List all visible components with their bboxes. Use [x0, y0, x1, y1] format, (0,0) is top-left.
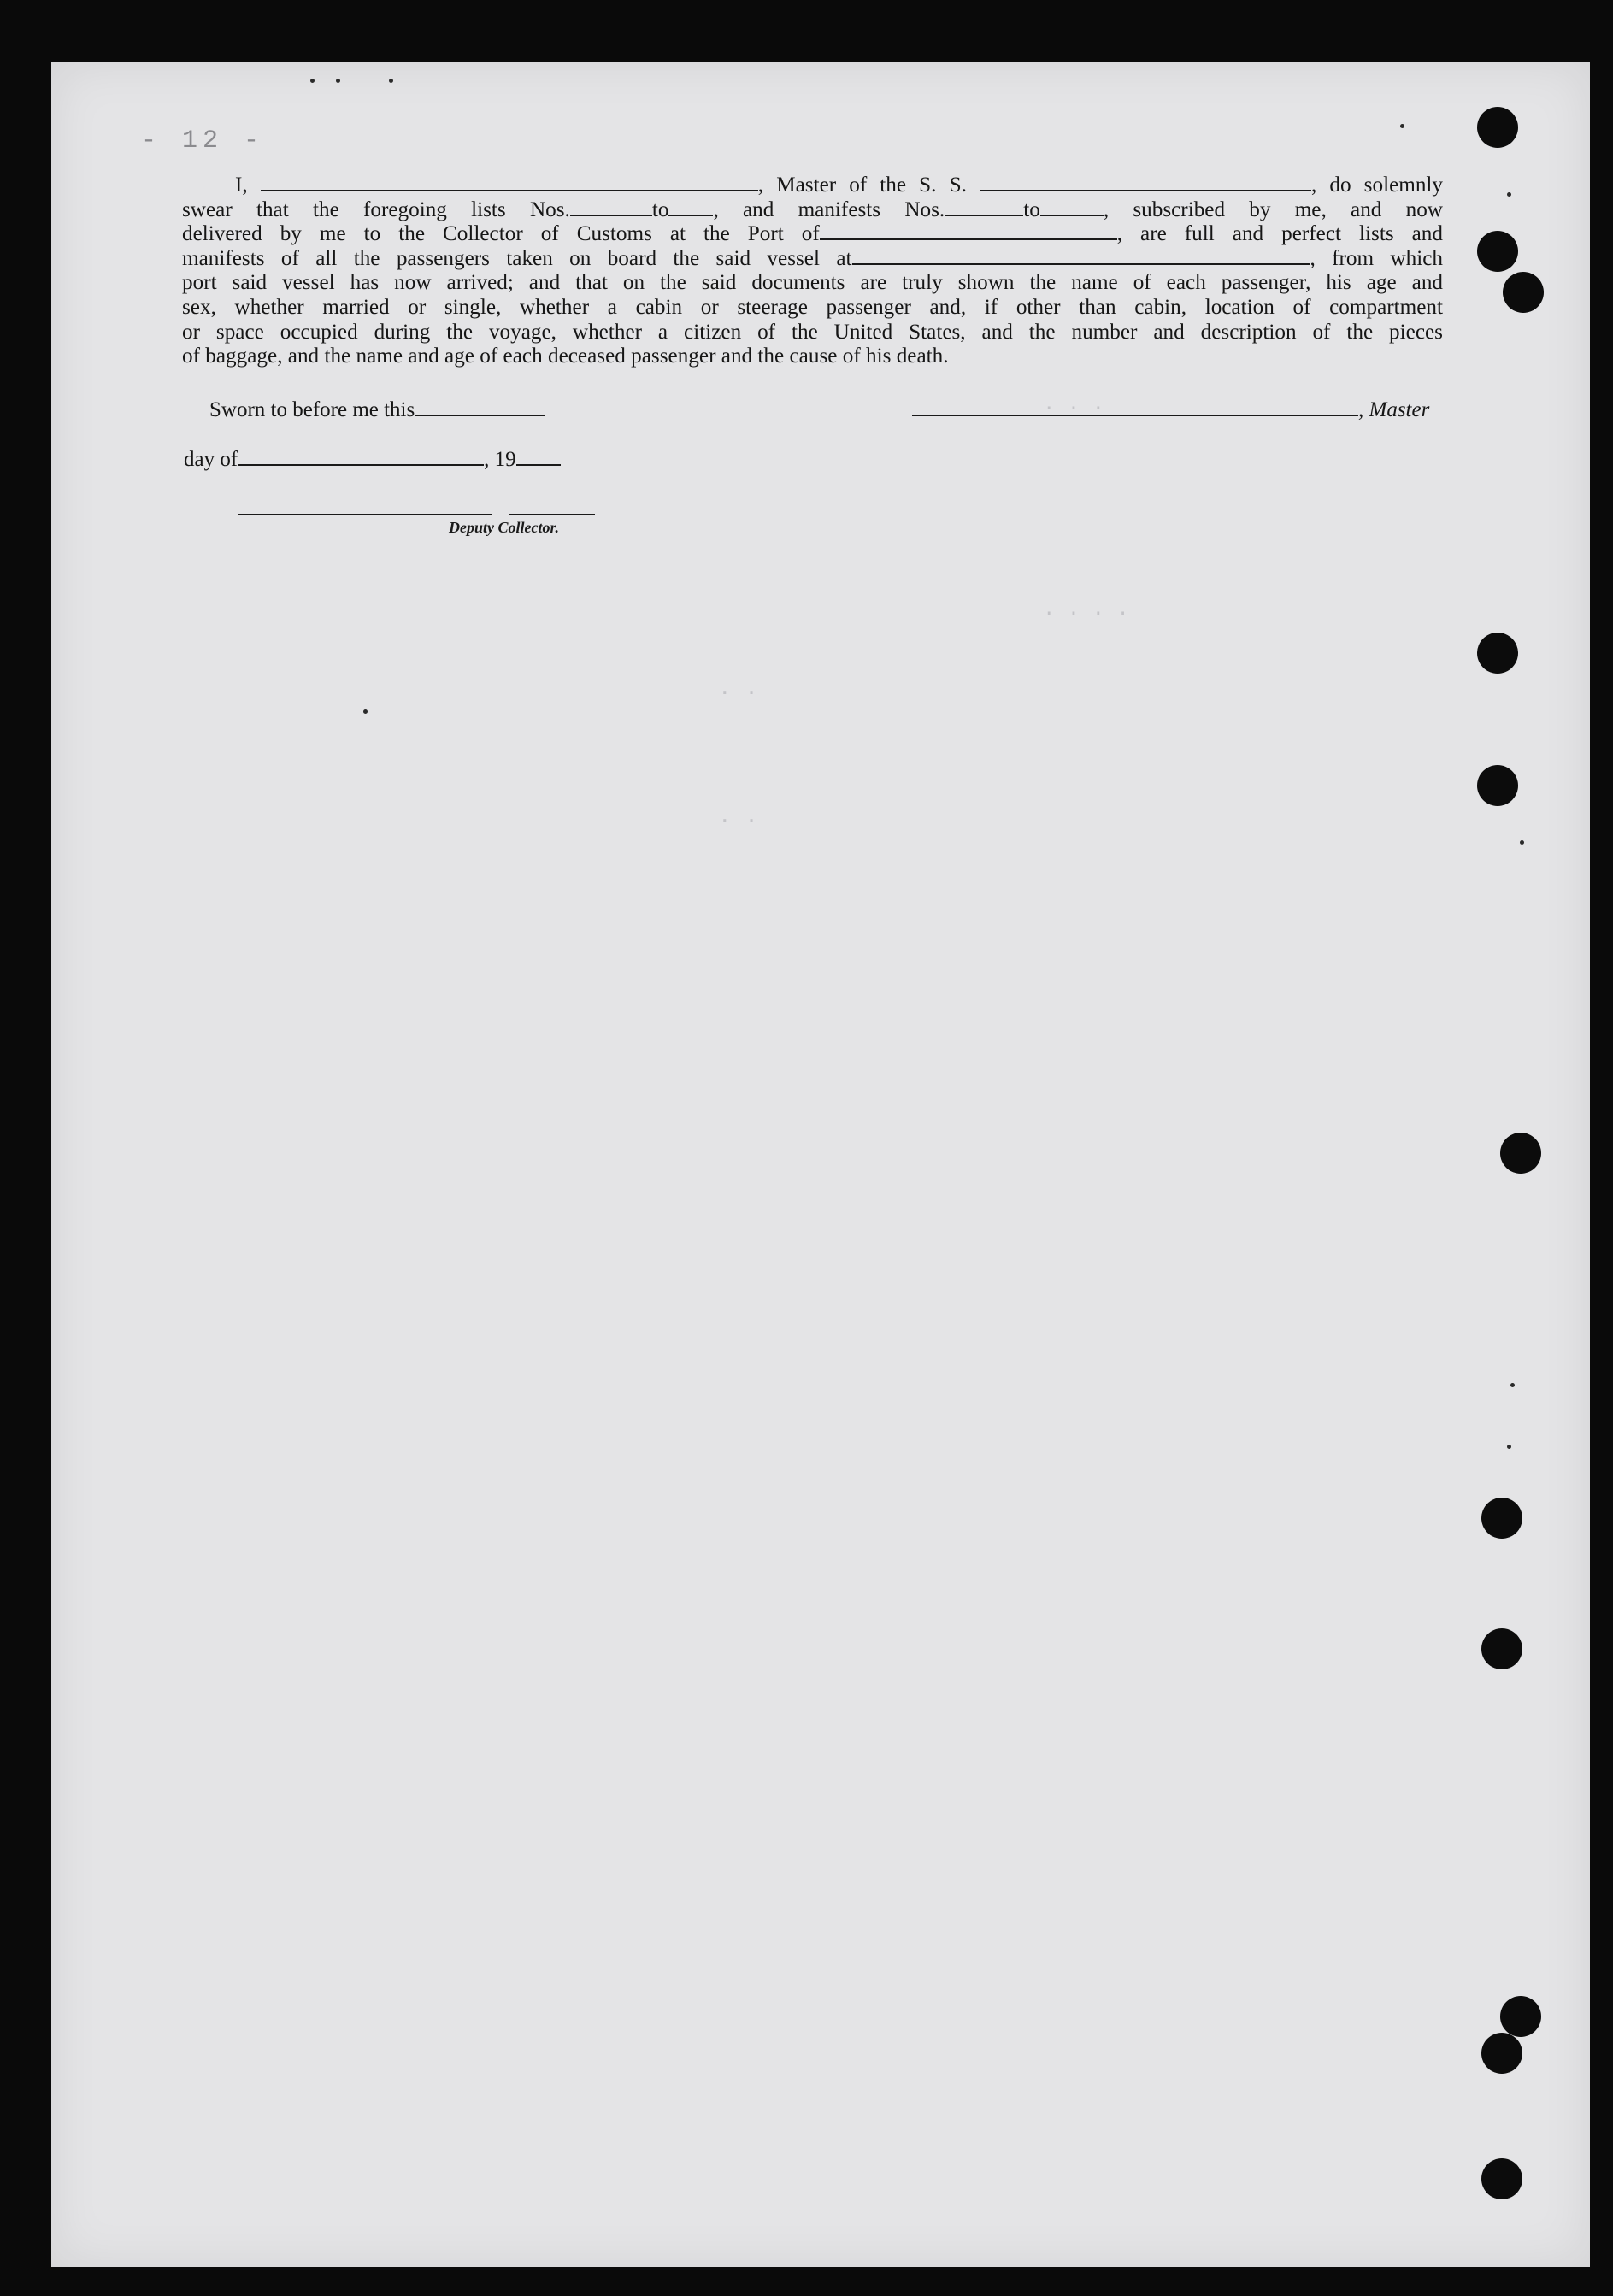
oath-text: , Master of the S. S.: [757, 174, 967, 197]
speck: [1510, 1383, 1515, 1387]
day-of-label: day of: [184, 448, 238, 471]
speck: [336, 79, 340, 83]
master-name-blank: [261, 174, 758, 191]
speck: [1520, 840, 1524, 845]
sworn-line: [209, 398, 545, 422]
sworn-label: Sworn to before me this: [209, 398, 415, 421]
deputy-signature-line: [238, 497, 595, 521]
page-number-mark: - 12 -: [141, 127, 265, 156]
master-label: , Master: [1358, 398, 1430, 421]
punch-hole: [1477, 107, 1518, 148]
embarkation-port-blank: [852, 248, 1310, 265]
punch-hole: [1481, 1628, 1522, 1669]
oath-text: swear that the foregoing lists Nos.: [182, 197, 570, 221]
oath-line-5: port said vessel has now arrived; and that on the said documents are truly shown the name of each passenger, his age and: [182, 271, 1443, 295]
bleed-through-text: . . . .: [1043, 598, 1129, 621]
master-signature-blank: [912, 399, 1358, 416]
punch-hole: [1503, 272, 1544, 313]
punch-hole: [1500, 1133, 1541, 1174]
master-signature-line: [912, 398, 1429, 422]
sworn-date-blank: [415, 399, 545, 416]
oath-text: , subscribed by me, and now: [1103, 197, 1443, 221]
oath-line-2: [182, 198, 1443, 223]
year-label: , 19: [484, 448, 516, 471]
bleed-through-text: . . .: [1043, 393, 1105, 416]
ship-name-blank: [980, 174, 1311, 191]
oath-text: , and manifests Nos.: [713, 197, 945, 221]
bleed-through-text: . .: [718, 804, 758, 829]
deputy-signature-blank: [509, 498, 595, 515]
oath-text: delivered by me to the Collector of Customs at the Port of: [182, 222, 820, 246]
punch-hole: [1481, 2158, 1522, 2199]
oath-text: , do solemnly: [1311, 174, 1444, 197]
oath-line-1: [182, 174, 1443, 198]
deputy-signature-blank: [238, 498, 492, 515]
oath-line-7: or space occupied during the voyage, whether a citizen of the United States, and the number and description of the pieces: [182, 320, 1443, 344]
manifest-from-blank: [945, 199, 1023, 216]
oath-statement: [182, 174, 1443, 369]
port-blank: [820, 223, 1117, 240]
speck: [389, 79, 393, 83]
day-of-line: [184, 448, 561, 472]
speck: [1400, 124, 1404, 128]
punch-hole: [1477, 231, 1518, 272]
list-from-blank: [570, 199, 652, 216]
manifest-to-blank: [1040, 199, 1104, 216]
oath-text: manifests of all the passengers taken on board the said vessel at: [182, 246, 852, 270]
punch-hole: [1500, 1996, 1541, 2037]
punch-hole: [1481, 2033, 1522, 2074]
month-blank: [238, 449, 484, 466]
document-sheet: [51, 62, 1590, 2267]
speck: [363, 709, 368, 714]
oath-line-8: of baggage, and the name and age of each deceased passenger and the cause of his death.: [182, 344, 949, 368]
bleed-through-text: . .: [718, 675, 758, 701]
punch-hole: [1481, 1498, 1522, 1539]
oath-line-6: sex, whether married or single, whether a cabin or steerage passenger and, if other than cabin, location of compartment: [182, 295, 1443, 319]
oath-text: to: [651, 197, 669, 221]
oath-text: , from which: [1310, 246, 1443, 270]
oath-text: , are full and perfect lists and: [1116, 222, 1443, 246]
speck: [1507, 192, 1511, 197]
punch-hole: [1477, 765, 1518, 806]
punch-hole: [1477, 633, 1518, 674]
oath-line-3: [182, 222, 1443, 247]
oath-text: I,: [235, 174, 248, 197]
list-to-blank: [668, 199, 713, 216]
deputy-collector-label: Deputy Collector.: [449, 519, 559, 536]
speck: [1507, 1445, 1511, 1449]
speck: [310, 79, 315, 83]
oath-text: to: [1023, 197, 1040, 221]
year-blank: [516, 449, 561, 466]
oath-line-4: [182, 247, 1443, 272]
